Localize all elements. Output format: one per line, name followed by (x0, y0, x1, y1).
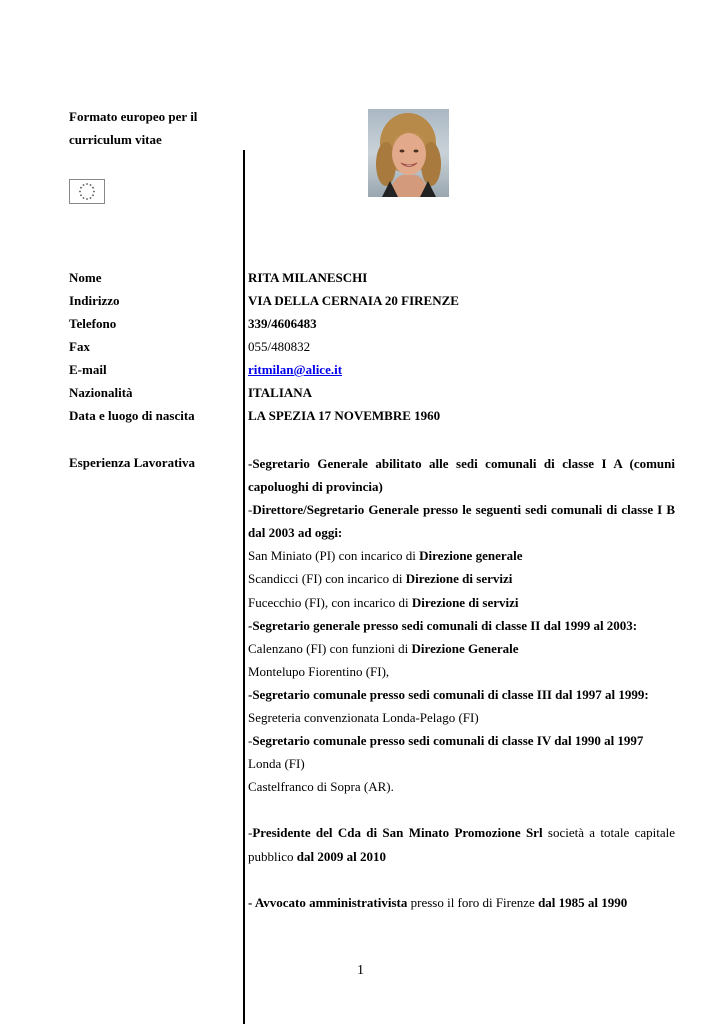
experience-line: Calenzano (FI) con funzioni di Direzione Generale (248, 640, 519, 656)
experience-item: -Segretario generale presso sedi comunali di classe II dal 1999 al 2003: (248, 617, 638, 633)
experience-line: Castelfranco di Sopra (AR). (248, 779, 394, 795)
value-birth: LA SPEZIA 17 NOVEMBRE 1960 (248, 408, 441, 423)
experience-line: Montelupo Fiorentino (FI), (248, 663, 390, 679)
cv-format-title-line2: curriculum vitae (69, 132, 162, 147)
eu-flag-icon (69, 179, 105, 204)
portrait-photo (368, 109, 449, 197)
value-nationality: ITALIANA (248, 385, 313, 400)
section-divider-line (243, 150, 245, 1024)
experience-item: -Segretario comunale presso sedi comunali di classe IV dal 1990 al 1997 (248, 733, 644, 749)
experience-line: Fucecchio (FI), con incarico di Direzione di servizi (248, 594, 519, 610)
experience-line: Londa (FI) (248, 756, 305, 772)
label-email: E-mail (69, 362, 107, 377)
label-experience: Esperienza Lavorativa (69, 455, 196, 470)
page-number: 1 (357, 963, 364, 978)
value-address: VIA DELLA CERNAIA 20 FIRENZE (248, 293, 459, 308)
experience-line: Segreteria convenzionata Londa-Pelago (FI) (248, 710, 479, 726)
label-fax: Fax (69, 339, 90, 354)
experience-line: Scandicci (FI) con incarico di Direzione di servizi (248, 571, 513, 587)
experience-line: San Miniato (PI) con incarico di Direzione generale (248, 548, 523, 564)
experience-content (248, 452, 675, 914)
label-birth: Data e luogo di nascita (69, 408, 195, 423)
value-name: RITA MILANESCHI (248, 270, 368, 285)
value-fax: 055/480832 (248, 339, 311, 354)
experience-item: -Presidente del Cda di San Minato Promozione Srl società a totale capitale pubblico dal 2009 al 2010 (248, 825, 675, 864)
label-address: Indirizzo (69, 293, 120, 308)
experience-item: - Avvocato amministrativista presso il foro di Firenze dal 1985 al 1990 (248, 894, 628, 910)
cv-format-title-line1: Formato europeo per il (69, 109, 198, 124)
label-name: Nome (69, 270, 102, 285)
label-phone: Telefono (69, 316, 117, 331)
experience-item: -Segretario comunale presso sedi comunali di classe III dal 1997 al 1999: (248, 686, 649, 702)
experience-item: -Direttore/Segretario Generale presso le seguenti sedi comunali di classe I B dal 2003 ad oggi: (248, 502, 675, 541)
email-link[interactable]: ritmilan@alice.it (248, 362, 343, 377)
value-phone: 339/4606483 (248, 316, 317, 331)
label-nationality: Nazionalità (69, 385, 133, 400)
experience-item: -Segretario Generale abilitato alle sedi comunali di classe I A (comuni capoluoghi di provincia) (248, 456, 675, 495)
